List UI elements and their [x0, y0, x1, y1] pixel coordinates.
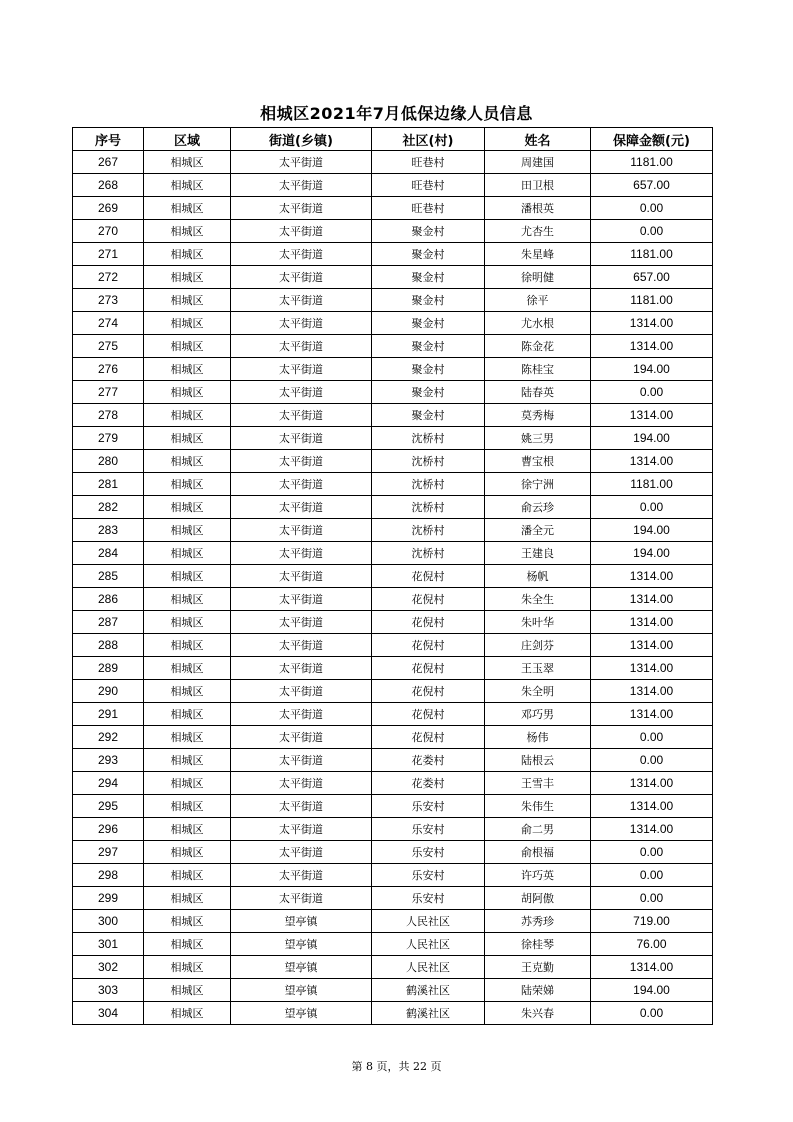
- cell-amount: 657.00: [591, 266, 713, 289]
- cell-name: 徐明健: [485, 266, 591, 289]
- cell-street: 太平街道: [231, 565, 372, 588]
- cell-name: 杨伟: [485, 726, 591, 749]
- cell-amount: 0.00: [591, 1002, 713, 1025]
- cell-amount: 1314.00: [591, 956, 713, 979]
- document-title: 相城区2021年7月低保边缘人员信息: [260, 104, 533, 123]
- cell-name: 杨帆: [485, 565, 591, 588]
- cell-community: 聚金村: [372, 243, 485, 266]
- cell-index: 285: [73, 565, 144, 588]
- cell-street: 太平街道: [231, 772, 372, 795]
- cell-community: 乐安村: [372, 887, 485, 910]
- cell-district: 相城区: [144, 703, 231, 726]
- cell-name: 许巧英: [485, 864, 591, 887]
- cell-district: 相城区: [144, 933, 231, 956]
- table-row: [73, 427, 713, 450]
- cell-index: 290: [73, 680, 144, 703]
- cell-district: 相城区: [144, 680, 231, 703]
- cell-street: 太平街道: [231, 542, 372, 565]
- cell-street: 太平街道: [231, 312, 372, 335]
- cell-street: 太平街道: [231, 634, 372, 657]
- column-header-index: 序号: [73, 128, 144, 151]
- cell-street: 太平街道: [231, 611, 372, 634]
- cell-index: 268: [73, 174, 144, 197]
- cell-community: 花倪村: [372, 611, 485, 634]
- cell-amount: 1181.00: [591, 151, 713, 174]
- cell-street: 太平街道: [231, 496, 372, 519]
- table-row: [73, 680, 713, 703]
- cell-district: 相城区: [144, 864, 231, 887]
- cell-index: 281: [73, 473, 144, 496]
- cell-district: 相城区: [144, 749, 231, 772]
- cell-community: 花倪村: [372, 680, 485, 703]
- cell-amount: 1314.00: [591, 588, 713, 611]
- data-table: [72, 127, 713, 1025]
- cell-name: 王玉翠: [485, 657, 591, 680]
- cell-district: 相城区: [144, 910, 231, 933]
- cell-district: 相城区: [144, 519, 231, 542]
- table-row: [73, 243, 713, 266]
- cell-amount: 1314.00: [591, 680, 713, 703]
- cell-community: 鹤溪社区: [372, 1002, 485, 1025]
- cell-index: 270: [73, 220, 144, 243]
- table-row: [73, 910, 713, 933]
- cell-name: 尤水根: [485, 312, 591, 335]
- cell-index: 301: [73, 933, 144, 956]
- column-header-district: 区域: [144, 128, 231, 151]
- table-row: [73, 473, 713, 496]
- cell-community: 旺巷村: [372, 174, 485, 197]
- cell-index: 280: [73, 450, 144, 473]
- cell-community: 花倪村: [372, 726, 485, 749]
- table-row: [73, 657, 713, 680]
- table-row: [73, 749, 713, 772]
- table-row: [73, 565, 713, 588]
- cell-district: 相城区: [144, 266, 231, 289]
- cell-name: 曹宝根: [485, 450, 591, 473]
- cell-district: 相城区: [144, 381, 231, 404]
- table-row: [73, 197, 713, 220]
- cell-street: 太平街道: [231, 289, 372, 312]
- cell-street: 太平街道: [231, 726, 372, 749]
- cell-name: 朱叶华: [485, 611, 591, 634]
- cell-name: 王雪丰: [485, 772, 591, 795]
- cell-district: 相城区: [144, 174, 231, 197]
- cell-name: 陆春英: [485, 381, 591, 404]
- table-row: [73, 289, 713, 312]
- cell-amount: 194.00: [591, 358, 713, 381]
- cell-index: 273: [73, 289, 144, 312]
- table-row: [73, 266, 713, 289]
- cell-community: 花倪村: [372, 703, 485, 726]
- cell-community: 鹤溪社区: [372, 979, 485, 1002]
- cell-street: 望亭镇: [231, 910, 372, 933]
- cell-community: 乐安村: [372, 841, 485, 864]
- cell-name: 胡阿傲: [485, 887, 591, 910]
- cell-index: 298: [73, 864, 144, 887]
- cell-district: 相城区: [144, 312, 231, 335]
- page-footer: 第 8 页，共 22 页: [351, 1060, 442, 1073]
- table-row: [73, 496, 713, 519]
- cell-community: 沈桥村: [372, 519, 485, 542]
- cell-community: 沈桥村: [372, 450, 485, 473]
- cell-district: 相城区: [144, 726, 231, 749]
- table-row: [73, 611, 713, 634]
- cell-community: 聚金村: [372, 381, 485, 404]
- cell-district: 相城区: [144, 795, 231, 818]
- cell-amount: 1314.00: [591, 795, 713, 818]
- cell-amount: 1181.00: [591, 243, 713, 266]
- cell-name: 王克勤: [485, 956, 591, 979]
- cell-index: 288: [73, 634, 144, 657]
- cell-district: 相城区: [144, 588, 231, 611]
- cell-index: 294: [73, 772, 144, 795]
- cell-index: 279: [73, 427, 144, 450]
- cell-district: 相城区: [144, 220, 231, 243]
- cell-community: 旺巷村: [372, 151, 485, 174]
- cell-street: 太平街道: [231, 588, 372, 611]
- cell-index: 289: [73, 657, 144, 680]
- table-row: [73, 450, 713, 473]
- cell-name: 王建良: [485, 542, 591, 565]
- table-row: [73, 312, 713, 335]
- cell-street: 太平街道: [231, 151, 372, 174]
- cell-name: 尤杏生: [485, 220, 591, 243]
- cell-name: 朱伟生: [485, 795, 591, 818]
- cell-street: 太平街道: [231, 243, 372, 266]
- cell-name: 陈金花: [485, 335, 591, 358]
- cell-amount: 0.00: [591, 726, 713, 749]
- table-row: [73, 381, 713, 404]
- table-row: [73, 841, 713, 864]
- cell-index: 297: [73, 841, 144, 864]
- cell-district: 相城区: [144, 611, 231, 634]
- cell-index: 278: [73, 404, 144, 427]
- cell-amount: 1314.00: [591, 312, 713, 335]
- cell-amount: 1314.00: [591, 634, 713, 657]
- cell-index: 295: [73, 795, 144, 818]
- cell-index: 302: [73, 956, 144, 979]
- cell-district: 相城区: [144, 289, 231, 312]
- column-header-name: 姓名: [485, 128, 591, 151]
- cell-community: 花倪村: [372, 657, 485, 680]
- cell-name: 田卫根: [485, 174, 591, 197]
- cell-index: 276: [73, 358, 144, 381]
- cell-amount: 1314.00: [591, 703, 713, 726]
- cell-index: 303: [73, 979, 144, 1002]
- cell-street: 太平街道: [231, 657, 372, 680]
- cell-amount: 1314.00: [591, 404, 713, 427]
- cell-district: 相城区: [144, 358, 231, 381]
- cell-name: 邓巧男: [485, 703, 591, 726]
- cell-community: 乐安村: [372, 864, 485, 887]
- cell-community: 乐安村: [372, 795, 485, 818]
- table-row: [73, 979, 713, 1002]
- cell-community: 聚金村: [372, 335, 485, 358]
- cell-name: 陈桂宝: [485, 358, 591, 381]
- table-row: [73, 795, 713, 818]
- cell-index: 293: [73, 749, 144, 772]
- cell-index: 287: [73, 611, 144, 634]
- cell-index: 277: [73, 381, 144, 404]
- cell-district: 相城区: [144, 197, 231, 220]
- cell-amount: 76.00: [591, 933, 713, 956]
- cell-name: 朱全明: [485, 680, 591, 703]
- cell-name: 朱全生: [485, 588, 591, 611]
- table-row: [73, 151, 713, 174]
- cell-amount: 657.00: [591, 174, 713, 197]
- cell-amount: 0.00: [591, 841, 713, 864]
- cell-amount: 1181.00: [591, 473, 713, 496]
- table-body: [73, 151, 713, 1025]
- table-row: [73, 887, 713, 910]
- cell-community: 人民社区: [372, 910, 485, 933]
- cell-street: 太平街道: [231, 220, 372, 243]
- cell-district: 相城区: [144, 979, 231, 1002]
- cell-index: 291: [73, 703, 144, 726]
- cell-index: 269: [73, 197, 144, 220]
- cell-street: 太平街道: [231, 703, 372, 726]
- cell-name: 俞根福: [485, 841, 591, 864]
- cell-index: 282: [73, 496, 144, 519]
- cell-street: 太平街道: [231, 473, 372, 496]
- cell-district: 相城区: [144, 565, 231, 588]
- cell-community: 聚金村: [372, 220, 485, 243]
- cell-name: 朱兴春: [485, 1002, 591, 1025]
- cell-district: 相城区: [144, 427, 231, 450]
- cell-district: 相城区: [144, 151, 231, 174]
- cell-name: 苏秀珍: [485, 910, 591, 933]
- cell-name: 莫秀梅: [485, 404, 591, 427]
- cell-street: 太平街道: [231, 335, 372, 358]
- cell-name: 姚三男: [485, 427, 591, 450]
- cell-name: 潘根英: [485, 197, 591, 220]
- cell-amount: 1314.00: [591, 450, 713, 473]
- cell-district: 相城区: [144, 450, 231, 473]
- table-row: [73, 519, 713, 542]
- cell-district: 相城区: [144, 496, 231, 519]
- cell-district: 相城区: [144, 542, 231, 565]
- cell-community: 花倪村: [372, 634, 485, 657]
- cell-district: 相城区: [144, 404, 231, 427]
- cell-amount: 0.00: [591, 749, 713, 772]
- cell-name: 周建国: [485, 151, 591, 174]
- cell-index: 300: [73, 910, 144, 933]
- table-row: [73, 358, 713, 381]
- cell-amount: 0.00: [591, 220, 713, 243]
- cell-district: 相城区: [144, 772, 231, 795]
- cell-street: 太平街道: [231, 358, 372, 381]
- cell-amount: 0.00: [591, 381, 713, 404]
- cell-district: 相城区: [144, 657, 231, 680]
- cell-amount: 1314.00: [591, 611, 713, 634]
- cell-street: 太平街道: [231, 197, 372, 220]
- cell-community: 聚金村: [372, 289, 485, 312]
- cell-community: 聚金村: [372, 404, 485, 427]
- cell-district: 相城区: [144, 818, 231, 841]
- table-row: [73, 703, 713, 726]
- cell-amount: 194.00: [591, 519, 713, 542]
- cell-district: 相城区: [144, 841, 231, 864]
- cell-community: 人民社区: [372, 956, 485, 979]
- table-row: [73, 726, 713, 749]
- cell-index: 272: [73, 266, 144, 289]
- cell-amount: 1314.00: [591, 818, 713, 841]
- table-row: [73, 772, 713, 795]
- table-row: [73, 818, 713, 841]
- table-header-row: [73, 128, 713, 151]
- table-row: [73, 542, 713, 565]
- table-row: [73, 174, 713, 197]
- table-row: [73, 1002, 713, 1025]
- cell-community: 沈桥村: [372, 427, 485, 450]
- cell-district: 相城区: [144, 243, 231, 266]
- cell-index: 299: [73, 887, 144, 910]
- cell-district: 相城区: [144, 887, 231, 910]
- cell-index: 283: [73, 519, 144, 542]
- table-row: [73, 956, 713, 979]
- cell-index: 286: [73, 588, 144, 611]
- table-row: [73, 864, 713, 887]
- cell-amount: 1314.00: [591, 565, 713, 588]
- cell-street: 太平街道: [231, 818, 372, 841]
- cell-index: 267: [73, 151, 144, 174]
- cell-name: 陆根云: [485, 749, 591, 772]
- cell-index: 275: [73, 335, 144, 358]
- cell-community: 花娄村: [372, 749, 485, 772]
- cell-index: 304: [73, 1002, 144, 1025]
- cell-name: 俞云珍: [485, 496, 591, 519]
- cell-district: 相城区: [144, 634, 231, 657]
- cell-community: 聚金村: [372, 312, 485, 335]
- cell-street: 太平街道: [231, 519, 372, 542]
- cell-street: 太平街道: [231, 404, 372, 427]
- cell-street: 太平街道: [231, 749, 372, 772]
- cell-street: 太平街道: [231, 266, 372, 289]
- cell-amount: 719.00: [591, 910, 713, 933]
- cell-street: 太平街道: [231, 887, 372, 910]
- cell-index: 284: [73, 542, 144, 565]
- cell-street: 太平街道: [231, 795, 372, 818]
- cell-community: 沈桥村: [372, 542, 485, 565]
- column-header-amount: 保障金额(元): [591, 128, 713, 151]
- cell-amount: 0.00: [591, 496, 713, 519]
- cell-amount: 1314.00: [591, 772, 713, 795]
- cell-community: 聚金村: [372, 358, 485, 381]
- cell-community: 花倪村: [372, 565, 485, 588]
- table-row: [73, 634, 713, 657]
- cell-community: 旺巷村: [372, 197, 485, 220]
- cell-street: 太平街道: [231, 864, 372, 887]
- cell-name: 俞二男: [485, 818, 591, 841]
- cell-community: 聚金村: [372, 266, 485, 289]
- cell-district: 相城区: [144, 335, 231, 358]
- cell-amount: 0.00: [591, 887, 713, 910]
- cell-street: 望亭镇: [231, 933, 372, 956]
- cell-community: 花倪村: [372, 588, 485, 611]
- cell-community: 乐安村: [372, 818, 485, 841]
- cell-street: 太平街道: [231, 680, 372, 703]
- cell-community: 沈桥村: [372, 473, 485, 496]
- cell-index: 274: [73, 312, 144, 335]
- cell-name: 徐宁洲: [485, 473, 591, 496]
- cell-community: 人民社区: [372, 933, 485, 956]
- cell-name: 庄剑芬: [485, 634, 591, 657]
- cell-amount: 1314.00: [591, 335, 713, 358]
- table-row: [73, 588, 713, 611]
- cell-street: 望亭镇: [231, 956, 372, 979]
- cell-street: 太平街道: [231, 381, 372, 404]
- cell-name: 陆荣娣: [485, 979, 591, 1002]
- cell-street: 望亭镇: [231, 1002, 372, 1025]
- cell-community: 沈桥村: [372, 496, 485, 519]
- cell-street: 太平街道: [231, 174, 372, 197]
- table-row: [73, 404, 713, 427]
- cell-index: 271: [73, 243, 144, 266]
- cell-district: 相城区: [144, 473, 231, 496]
- cell-name: 徐平: [485, 289, 591, 312]
- cell-amount: 0.00: [591, 197, 713, 220]
- cell-name: 徐桂琴: [485, 933, 591, 956]
- cell-street: 太平街道: [231, 450, 372, 473]
- table-row: [73, 933, 713, 956]
- cell-district: 相城区: [144, 1002, 231, 1025]
- table-row: [73, 335, 713, 358]
- cell-name: 朱星峰: [485, 243, 591, 266]
- cell-amount: 194.00: [591, 542, 713, 565]
- column-header-community: 社区(村): [372, 128, 485, 151]
- cell-amount: 1181.00: [591, 289, 713, 312]
- column-header-street: 街道(乡镇): [231, 128, 372, 151]
- cell-street: 太平街道: [231, 427, 372, 450]
- cell-index: 296: [73, 818, 144, 841]
- cell-street: 望亭镇: [231, 979, 372, 1002]
- cell-amount: 194.00: [591, 427, 713, 450]
- cell-district: 相城区: [144, 956, 231, 979]
- cell-community: 花娄村: [372, 772, 485, 795]
- cell-amount: 194.00: [591, 979, 713, 1002]
- cell-street: 太平街道: [231, 841, 372, 864]
- cell-amount: 0.00: [591, 864, 713, 887]
- table-row: [73, 220, 713, 243]
- cell-index: 292: [73, 726, 144, 749]
- cell-amount: 1314.00: [591, 657, 713, 680]
- cell-name: 潘全元: [485, 519, 591, 542]
